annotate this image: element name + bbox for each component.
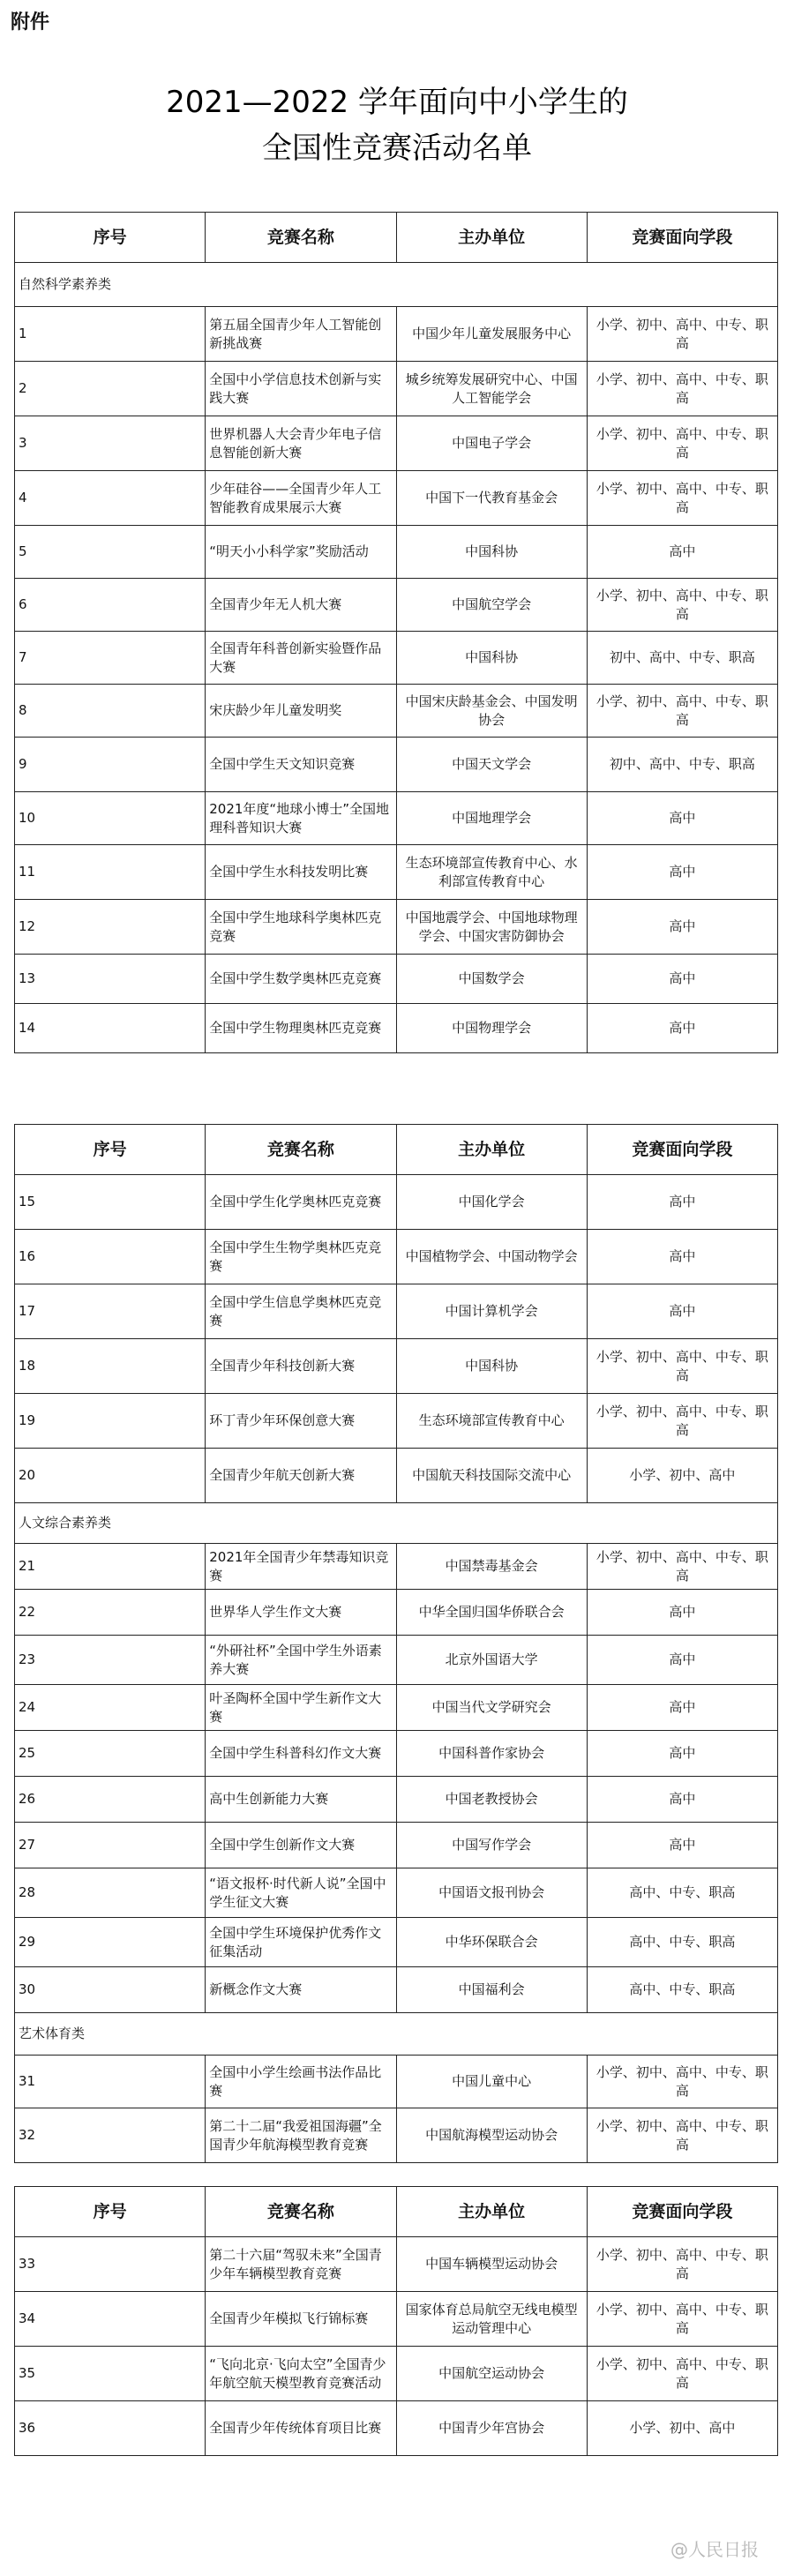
row-number: 33 — [15, 2237, 206, 2292]
organizer-name: 中国科普作家协会 — [396, 1731, 587, 1777]
competition-name: 新概念作文大赛 — [206, 1967, 396, 2013]
section-row — [15, 263, 778, 307]
competition-name: 全国青少年模拟飞行锦标赛 — [206, 2292, 396, 2347]
table-row — [15, 526, 778, 579]
competition-name: 第五届全国青少年人工智能创新挑战赛 — [206, 307, 396, 362]
table-row — [15, 307, 778, 362]
competition-name: 全国中学生信息学奥林匹克竞赛 — [206, 1284, 396, 1339]
competition-name: 宋庆龄少年儿童发明奖 — [206, 685, 396, 738]
competition-name: 全国中学生生物学奥林匹克竞赛 — [206, 1230, 396, 1284]
competition-name: 全国中学生科普科幻作文大赛 — [206, 1731, 396, 1777]
competition-name: 2021年度“地球小博士”全国地理科普知识大赛 — [206, 792, 396, 845]
organizer-name: 中国植物学会、中国动物学会 — [396, 1230, 587, 1284]
competition-name: 全国青少年传统体育项目比赛 — [206, 2401, 396, 2456]
header-name: 竞赛名称 — [206, 1125, 396, 1175]
table-row — [15, 632, 778, 685]
school-stage: 高中、中专、职高 — [587, 1868, 777, 1918]
section-title: 艺术体育类 — [15, 2013, 778, 2056]
school-stage: 高中 — [587, 1777, 777, 1823]
school-stage: 高中 — [587, 900, 777, 955]
organizer-name: 中国航海模型运动协会 — [396, 2108, 587, 2163]
school-stage: 高中 — [587, 845, 777, 900]
competition-name: 全国中学生天文知识竞赛 — [206, 738, 396, 792]
organizer-name: 中国天文学会 — [396, 738, 587, 792]
table-header-row — [15, 2187, 778, 2237]
school-stage: 小学、初中、高中 — [587, 2401, 777, 2456]
school-stage: 初中、高中、中专、职高 — [587, 632, 777, 685]
school-stage: 高中、中专、职高 — [587, 1918, 777, 1967]
row-number: 23 — [15, 1636, 206, 1685]
competition-name: 全国中学生数学奥林匹克竞赛 — [206, 955, 396, 1004]
competition-name: 第二十二届“我爱祖国海疆”全国青少年航海模型教育竞赛 — [206, 2108, 396, 2163]
organizer-name: 中国禁毒基金会 — [396, 1544, 587, 1590]
row-number: 12 — [15, 900, 206, 955]
table-row — [15, 362, 778, 416]
organizer-name: 中国写作学会 — [396, 1823, 587, 1868]
row-number: 15 — [15, 1175, 206, 1230]
table-row — [15, 1544, 778, 1590]
school-stage: 小学、初中、高中、中专、职高 — [587, 471, 777, 526]
competition-name: 叶圣陶杯全国中学生新作文大赛 — [206, 1685, 396, 1731]
table-row — [15, 1175, 778, 1230]
organizer-name: 城乡统筹发展研究中心、中国人工智能学会 — [396, 362, 587, 416]
row-number: 30 — [15, 1967, 206, 2013]
row-number: 27 — [15, 1823, 206, 1868]
school-stage: 高中 — [587, 1636, 777, 1685]
organizer-name: 中国物理学会 — [396, 1004, 587, 1053]
school-stage: 小学、初中、高中、中专、职高 — [587, 416, 777, 471]
organizer-name: 中国少年儿童发展服务中心 — [396, 307, 587, 362]
section-row — [15, 1503, 778, 1544]
school-stage: 高中 — [587, 1284, 777, 1339]
row-number: 10 — [15, 792, 206, 845]
header-org: 主办单位 — [396, 1125, 587, 1175]
header-org: 主办单位 — [396, 213, 587, 263]
school-stage: 初中、高中、中专、职高 — [587, 738, 777, 792]
header-no: 序号 — [15, 1125, 206, 1175]
header-stage: 竞赛面向学段 — [587, 2187, 777, 2237]
table-row — [15, 1004, 778, 1053]
watermark-text: @人民日报 — [670, 2539, 759, 2560]
page-title-line1: 2021—2022 学年面向中小学生的 — [166, 85, 628, 120]
table-row — [15, 471, 778, 526]
table-row — [15, 2292, 778, 2347]
organizer-name: 中国计算机学会 — [396, 1284, 587, 1339]
table-row — [15, 1918, 778, 1967]
competition-name: 全国青少年航天创新大赛 — [206, 1449, 396, 1503]
row-number: 11 — [15, 845, 206, 900]
row-number: 29 — [15, 1918, 206, 1967]
school-stage: 小学、初中、高中、中专、职高 — [587, 1339, 777, 1394]
school-stage: 高中 — [587, 792, 777, 845]
organizer-name: 中国航天科技国际交流中心 — [396, 1449, 587, 1503]
table-row — [15, 2347, 778, 2401]
row-number: 7 — [15, 632, 206, 685]
organizer-name: 中国科协 — [396, 632, 587, 685]
organizer-name: 生态环境部宣传教育中心 — [396, 1394, 587, 1449]
row-number: 31 — [15, 2056, 206, 2108]
competition-name: 世界华人学生作文大赛 — [206, 1590, 396, 1636]
header-stage: 竞赛面向学段 — [587, 213, 777, 263]
school-stage: 小学、初中、高中、中专、职高 — [587, 1394, 777, 1449]
table-row — [15, 1685, 778, 1731]
organizer-name: 生态环境部宣传教育中心、水利部宣传教育中心 — [396, 845, 587, 900]
table-row — [15, 1823, 778, 1868]
row-number: 4 — [15, 471, 206, 526]
header-name: 竞赛名称 — [206, 213, 396, 263]
competition-table-page3 — [14, 2186, 778, 2456]
header-no: 序号 — [15, 2187, 206, 2237]
table-row — [15, 1449, 778, 1503]
competition-name: 全国中学生创新作文大赛 — [206, 1823, 396, 1868]
competition-name: “明天小小科学家”奖励活动 — [206, 526, 396, 579]
school-stage: 小学、初中、高中、中专、职高 — [587, 2237, 777, 2292]
organizer-name: 中国数学会 — [396, 955, 587, 1004]
competition-name: 全国中学生地球科学奥林匹克竞赛 — [206, 900, 396, 955]
organizer-name: 中国当代文学研究会 — [396, 1685, 587, 1731]
school-stage: 高中 — [587, 955, 777, 1004]
row-number: 35 — [15, 2347, 206, 2401]
attachment-label: 附件 — [11, 11, 50, 34]
section-title: 自然科学素养类 — [15, 263, 778, 307]
competition-name: 全国中学生化学奥林匹克竞赛 — [206, 1175, 396, 1230]
school-stage: 小学、初中、高中、中专、职高 — [587, 2108, 777, 2163]
competition-name: 全国青年科普创新实验暨作品大赛 — [206, 632, 396, 685]
school-stage: 高中 — [587, 1230, 777, 1284]
organizer-name: 中国下一代教育基金会 — [396, 471, 587, 526]
table-row — [15, 2237, 778, 2292]
organizer-name: 中国青少年宫协会 — [396, 2401, 587, 2456]
competition-name: “飞向北京·飞向太空”全国青少年航空航天模型教育竞赛活动 — [206, 2347, 396, 2401]
table-row — [15, 1777, 778, 1823]
competition-name: 世界机器人大会青少年电子信息智能创新大赛 — [206, 416, 396, 471]
table-row — [15, 1868, 778, 1918]
competition-name: “语文报杯·时代新人说”全国中学生征文大赛 — [206, 1868, 396, 1918]
organizer-name: 中国航空学会 — [396, 579, 587, 632]
row-number: 17 — [15, 1284, 206, 1339]
section-row — [15, 2013, 778, 2056]
organizer-name: 中国语文报刊协会 — [396, 1868, 587, 1918]
competition-name: 环丁青少年环保创意大赛 — [206, 1394, 396, 1449]
table-row — [15, 900, 778, 955]
organizer-name: 中国地震学会、中国地球物理学会、中国灾害防御协会 — [396, 900, 587, 955]
header-name: 竞赛名称 — [206, 2187, 396, 2237]
organizer-name: 中国电子学会 — [396, 416, 587, 471]
competition-table-page1 — [14, 212, 778, 1053]
table-row — [15, 2401, 778, 2456]
school-stage: 高中 — [587, 526, 777, 579]
competition-name: 第二十六届“驾驭未来”全国青少年车辆模型教育竞赛 — [206, 2237, 396, 2292]
row-number: 6 — [15, 579, 206, 632]
table-row — [15, 1967, 778, 2013]
row-number: 28 — [15, 1868, 206, 1918]
table-row — [15, 1636, 778, 1685]
organizer-name: 中国儿童中心 — [396, 2056, 587, 2108]
competition-name: 全国中小学信息技术创新与实践大赛 — [206, 362, 396, 416]
row-number: 14 — [15, 1004, 206, 1053]
table-header-row — [15, 1125, 778, 1175]
organizer-name: 中国宋庆龄基金会、中国发明协会 — [396, 685, 587, 738]
table-row — [15, 792, 778, 845]
row-number: 34 — [15, 2292, 206, 2347]
row-number: 9 — [15, 738, 206, 792]
school-stage: 高中 — [587, 1731, 777, 1777]
competition-name: 全国中学生环境保护优秀作文征集活动 — [206, 1918, 396, 1967]
row-number: 16 — [15, 1230, 206, 1284]
table-header-row — [15, 213, 778, 263]
school-stage: 小学、初中、高中、中专、职高 — [587, 685, 777, 738]
table-row — [15, 955, 778, 1004]
competition-name: 全国中小学生绘画书法作品比赛 — [206, 2056, 396, 2108]
page-title-line2: 全国性竞赛活动名单 — [262, 131, 532, 166]
organizer-name: 中国老教授协会 — [396, 1777, 587, 1823]
table-row — [15, 2108, 778, 2163]
table-row — [15, 1284, 778, 1339]
row-number: 18 — [15, 1339, 206, 1394]
competition-name: “外研社杯”全国中学生外语素养大赛 — [206, 1636, 396, 1685]
table-row — [15, 1394, 778, 1449]
school-stage: 高中 — [587, 1823, 777, 1868]
table-row — [15, 1230, 778, 1284]
organizer-name: 北京外国语大学 — [396, 1636, 587, 1685]
section-title: 人文综合素养类 — [15, 1503, 778, 1544]
school-stage: 小学、初中、高中 — [587, 1449, 777, 1503]
header-stage: 竞赛面向学段 — [587, 1125, 777, 1175]
school-stage: 小学、初中、高中、中专、职高 — [587, 2347, 777, 2401]
organizer-name: 中华全国归国华侨联合会 — [396, 1590, 587, 1636]
table-row — [15, 1731, 778, 1777]
header-org: 主办单位 — [396, 2187, 587, 2237]
organizer-name: 中国科协 — [396, 526, 587, 579]
school-stage: 高中 — [587, 1685, 777, 1731]
organizer-name: 中国车辆模型运动协会 — [396, 2237, 587, 2292]
organizer-name: 中国福利会 — [396, 1967, 587, 2013]
competition-name: 全国中学生物理奥林匹克竞赛 — [206, 1004, 396, 1053]
row-number: 13 — [15, 955, 206, 1004]
competition-name: 2021年全国青少年禁毒知识竞赛 — [206, 1544, 396, 1590]
competition-name: 全国青少年无人机大赛 — [206, 579, 396, 632]
table-row — [15, 845, 778, 900]
organizer-name: 中国地理学会 — [396, 792, 587, 845]
competition-name: 高中生创新能力大赛 — [206, 1777, 396, 1823]
row-number: 25 — [15, 1731, 206, 1777]
school-stage: 高中、中专、职高 — [587, 1967, 777, 2013]
school-stage: 小学、初中、高中、中专、职高 — [587, 579, 777, 632]
school-stage: 高中 — [587, 1590, 777, 1636]
competition-name: 少年硅谷——全国青少年人工智能教育成果展示大赛 — [206, 471, 396, 526]
school-stage: 高中 — [587, 1175, 777, 1230]
school-stage: 小学、初中、高中、中专、职高 — [587, 362, 777, 416]
competition-name: 全国中学生水科技发明比赛 — [206, 845, 396, 900]
table-row — [15, 2056, 778, 2108]
table-row — [15, 579, 778, 632]
competition-name: 全国青少年科技创新大赛 — [206, 1339, 396, 1394]
row-number: 8 — [15, 685, 206, 738]
organizer-name: 国家体育总局航空无线电模型运动管理中心 — [396, 2292, 587, 2347]
row-number: 21 — [15, 1544, 206, 1590]
school-stage: 小学、初中、高中、中专、职高 — [587, 2056, 777, 2108]
table-row — [15, 1590, 778, 1636]
row-number: 19 — [15, 1394, 206, 1449]
table-row — [15, 685, 778, 738]
row-number: 3 — [15, 416, 206, 471]
row-number: 20 — [15, 1449, 206, 1503]
row-number: 32 — [15, 2108, 206, 2163]
row-number: 22 — [15, 1590, 206, 1636]
row-number: 24 — [15, 1685, 206, 1731]
school-stage: 小学、初中、高中、中专、职高 — [587, 2292, 777, 2347]
table-row — [15, 1339, 778, 1394]
organizer-name: 中国科协 — [396, 1339, 587, 1394]
table-row — [15, 416, 778, 471]
school-stage: 小学、初中、高中、中专、职高 — [587, 1544, 777, 1590]
header-no: 序号 — [15, 213, 206, 263]
school-stage: 高中 — [587, 1004, 777, 1053]
organizer-name: 中华环保联合会 — [396, 1918, 587, 1967]
organizer-name: 中国航空运动协会 — [396, 2347, 587, 2401]
organizer-name: 中国化学会 — [396, 1175, 587, 1230]
row-number: 36 — [15, 2401, 206, 2456]
school-stage: 小学、初中、高中、中专、职高 — [587, 307, 777, 362]
row-number: 5 — [15, 526, 206, 579]
row-number: 2 — [15, 362, 206, 416]
table-row — [15, 738, 778, 792]
competition-table-page2 — [14, 1124, 778, 2163]
row-number: 1 — [15, 307, 206, 362]
row-number: 26 — [15, 1777, 206, 1823]
